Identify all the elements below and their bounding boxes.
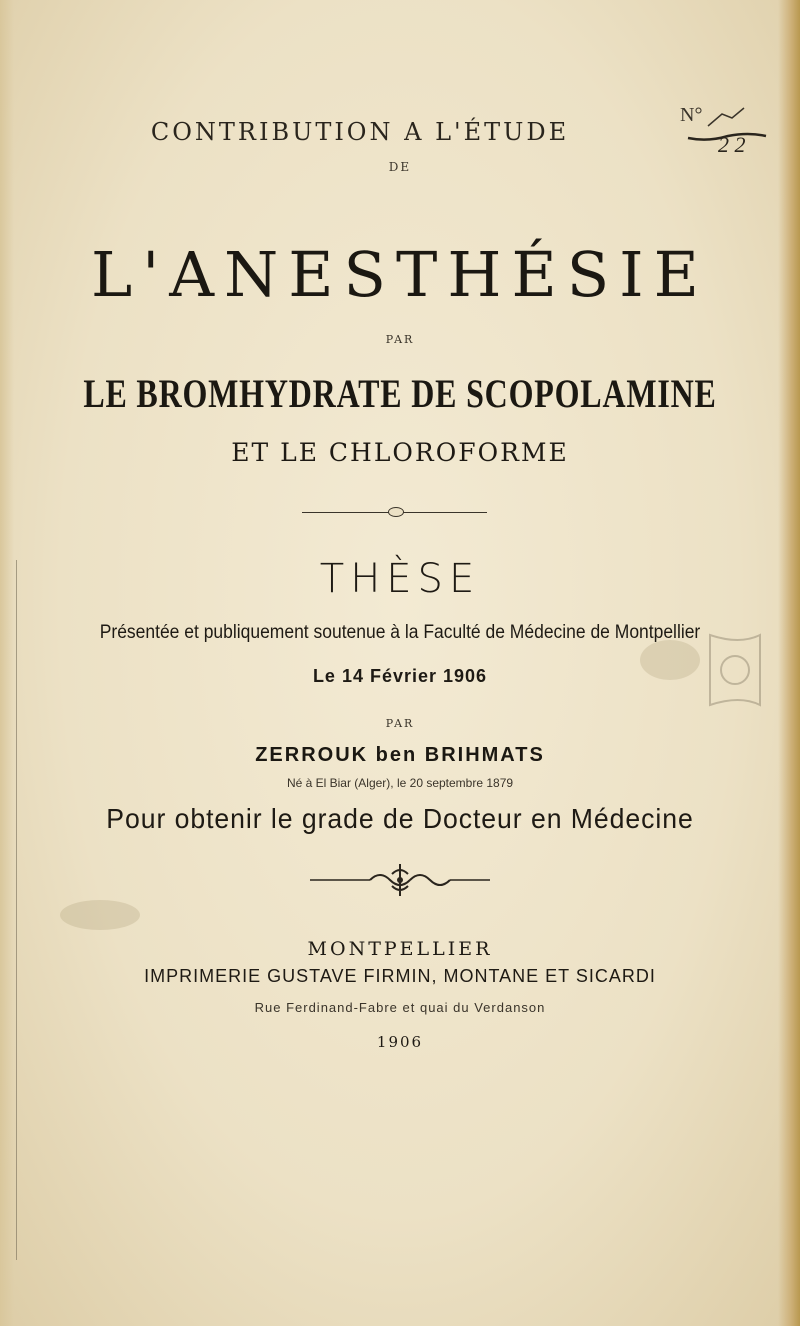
- paper-edge-left: [0, 0, 14, 1326]
- binding-crease: [16, 560, 17, 1260]
- publication-year: 1906: [376, 1033, 424, 1051]
- degree-line: Pour obtenir le grade de Docteur en Médecine: [106, 803, 694, 834]
- shelfmark-number: 2 2: [718, 132, 746, 157]
- shelfmark-label: N°: [680, 104, 703, 126]
- these-heading: THÈSE: [319, 556, 481, 602]
- par-label: PAR: [385, 333, 415, 346]
- author-birth: Né à El Biar (Alger), le 20 septembre 1879: [286, 776, 514, 790]
- subtitle-chloroforme: ET LE CHLOROFORME: [231, 438, 569, 467]
- printer-name: IMPRIMERIE GUSTAVE FIRMIN, MONTANE ET SICARDI: [144, 966, 656, 986]
- separator-ornament: [388, 507, 404, 517]
- printer-ornament: [300, 860, 500, 900]
- author-name: ZERROUK ben BRIHMATS: [255, 744, 545, 766]
- title-de: DE: [388, 160, 412, 174]
- title-line-1: CONTRIBUTION A L'ÉTUDE: [150, 118, 570, 146]
- shelfmark: [680, 104, 780, 164]
- presentation-line: Présentée et publiquement soutenue à la Faculté de Médecine de Montpellier: [99, 622, 701, 643]
- par-label-2: PAR: [385, 717, 415, 730]
- defense-date: Le 14 Février 1906: [312, 666, 488, 686]
- paper-edge-right: [778, 0, 800, 1326]
- printer-address: Rue Ferdinand-Fabre et quai du Verdanson: [254, 1000, 546, 1015]
- city: MONTPELLIER: [307, 938, 493, 960]
- main-title: L'ANESTHÉSIE: [91, 238, 709, 311]
- subtitle-scopolamine: LE BROMHYDRATE DE SCOPOLAMINE: [83, 371, 717, 416]
- faded-stamp-icon: [700, 625, 770, 715]
- paper-stain: [60, 900, 140, 930]
